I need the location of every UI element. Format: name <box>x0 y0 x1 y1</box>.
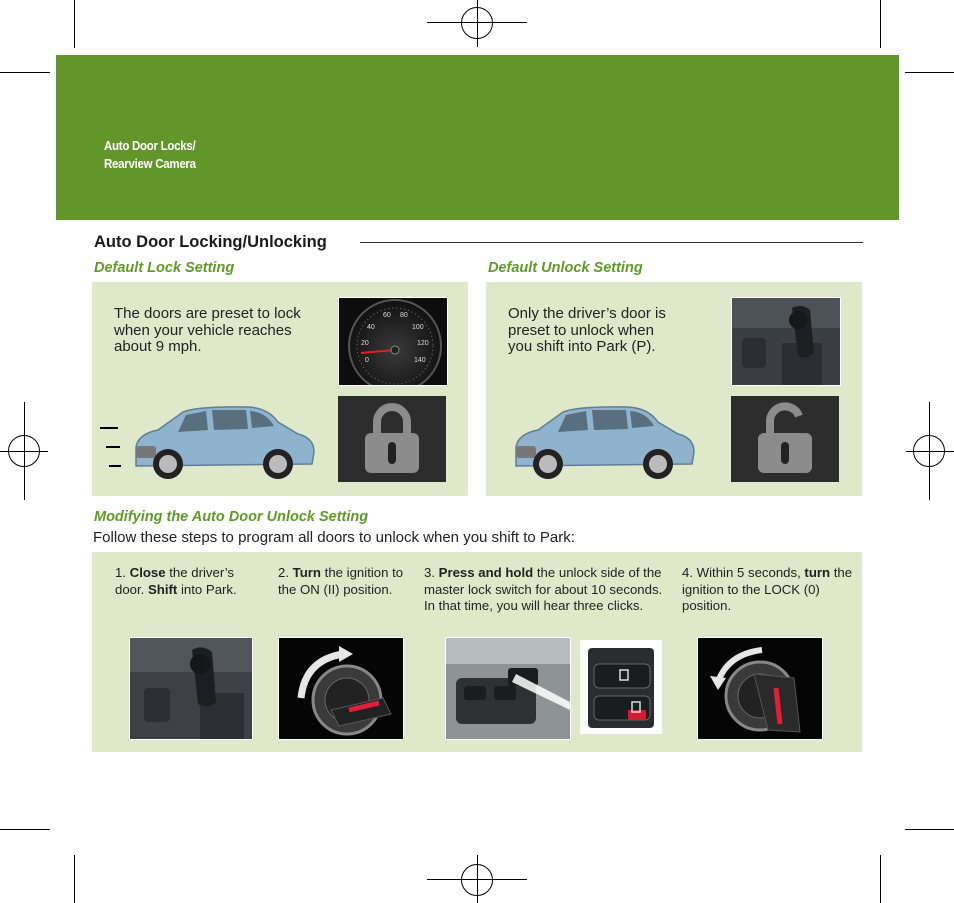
speedo-20: 20 <box>361 340 369 347</box>
motion-line <box>100 427 118 429</box>
speedo-80: 80 <box>400 312 408 319</box>
crop-mark <box>74 855 75 903</box>
step-text: the unlock side of the master lock switch for about 10 seconds. In that time, you will hear three clicks. <box>424 565 663 613</box>
step-text: Within 5 seconds, <box>696 565 805 580</box>
step-action: Turn <box>292 565 321 580</box>
step-3-switch-closeup <box>580 640 662 734</box>
crop-mark <box>880 0 881 48</box>
step-text: the ignition to the LOCK (0) position. <box>682 565 853 613</box>
crop-mark <box>905 72 954 73</box>
crop-mark <box>905 829 954 830</box>
crop-mark <box>880 855 881 903</box>
step-3-lock-switch-image <box>445 637 571 740</box>
step-text: into Park. <box>177 581 237 597</box>
default-lock-text: The doors are preset to lock when your vehicle reaches about 9 mph. <box>114 305 301 355</box>
modify-heading: Modifying the Auto Door Unlock Setting <box>94 509 369 525</box>
registration-circle <box>8 435 40 467</box>
shifter-image <box>731 297 841 386</box>
default-unlock-heading: Default Unlock Setting <box>488 260 643 276</box>
motion-line <box>109 465 121 467</box>
step-action: turn <box>804 565 831 580</box>
section-rule <box>360 242 863 243</box>
suv-car-image <box>128 402 318 484</box>
step-3 <box>424 565 669 615</box>
step-action: Press and hold <box>438 565 534 580</box>
registration-circle <box>461 7 493 39</box>
step-number: 4. <box>682 565 693 580</box>
step-text: the driver’s door. <box>115 565 235 597</box>
modify-intro: Follow these steps to program all doors to unlock when you shift to Park: <box>93 529 575 546</box>
step-action: Shift <box>148 581 178 597</box>
speedo-40: 40 <box>367 324 375 331</box>
step-number: 3. <box>424 565 435 580</box>
locked-padlock-image <box>338 396 446 482</box>
header-title-line2: Rearview Camera <box>104 157 196 171</box>
step-1 <box>115 565 265 598</box>
step-2-ignition-on-image <box>278 637 404 740</box>
lock-open-icon <box>731 396 839 482</box>
speedo-60: 60 <box>383 312 391 319</box>
step-number: 2. <box>278 565 289 580</box>
step-text: the ignition to the ON (II) position. <box>278 565 404 597</box>
motion-line <box>106 446 120 448</box>
speedo-140: 140 <box>414 357 426 364</box>
step-2 <box>278 565 408 598</box>
crop-mark <box>0 829 50 830</box>
section-title: Auto Door Locking/Unlocking <box>94 233 327 251</box>
default-unlock-text: Only the driver’s door is preset to unlock when you shift into Park (P). <box>508 305 666 355</box>
crop-mark <box>0 72 50 73</box>
registration-circle <box>461 864 493 896</box>
header-title <box>104 137 196 173</box>
step-number: 1. <box>115 565 126 580</box>
unlocked-padlock-image <box>731 396 839 482</box>
suv-car-image <box>508 402 698 484</box>
registration-circle <box>913 435 945 467</box>
header-title-line1: Auto Door Locks/ <box>104 139 196 153</box>
lock-closed-icon <box>338 396 446 482</box>
step-4 <box>682 565 857 615</box>
speedo-120: 120 <box>417 340 429 347</box>
speedo-100: 100 <box>412 324 424 331</box>
step-1-shifter-image <box>129 637 253 740</box>
speedo-0: 0 <box>365 357 369 364</box>
speedometer-image <box>338 297 448 386</box>
default-lock-heading: Default Lock Setting <box>94 260 235 276</box>
crop-mark <box>74 0 75 48</box>
step-action: Close <box>129 565 166 580</box>
step-4-ignition-lock-image <box>697 637 823 740</box>
